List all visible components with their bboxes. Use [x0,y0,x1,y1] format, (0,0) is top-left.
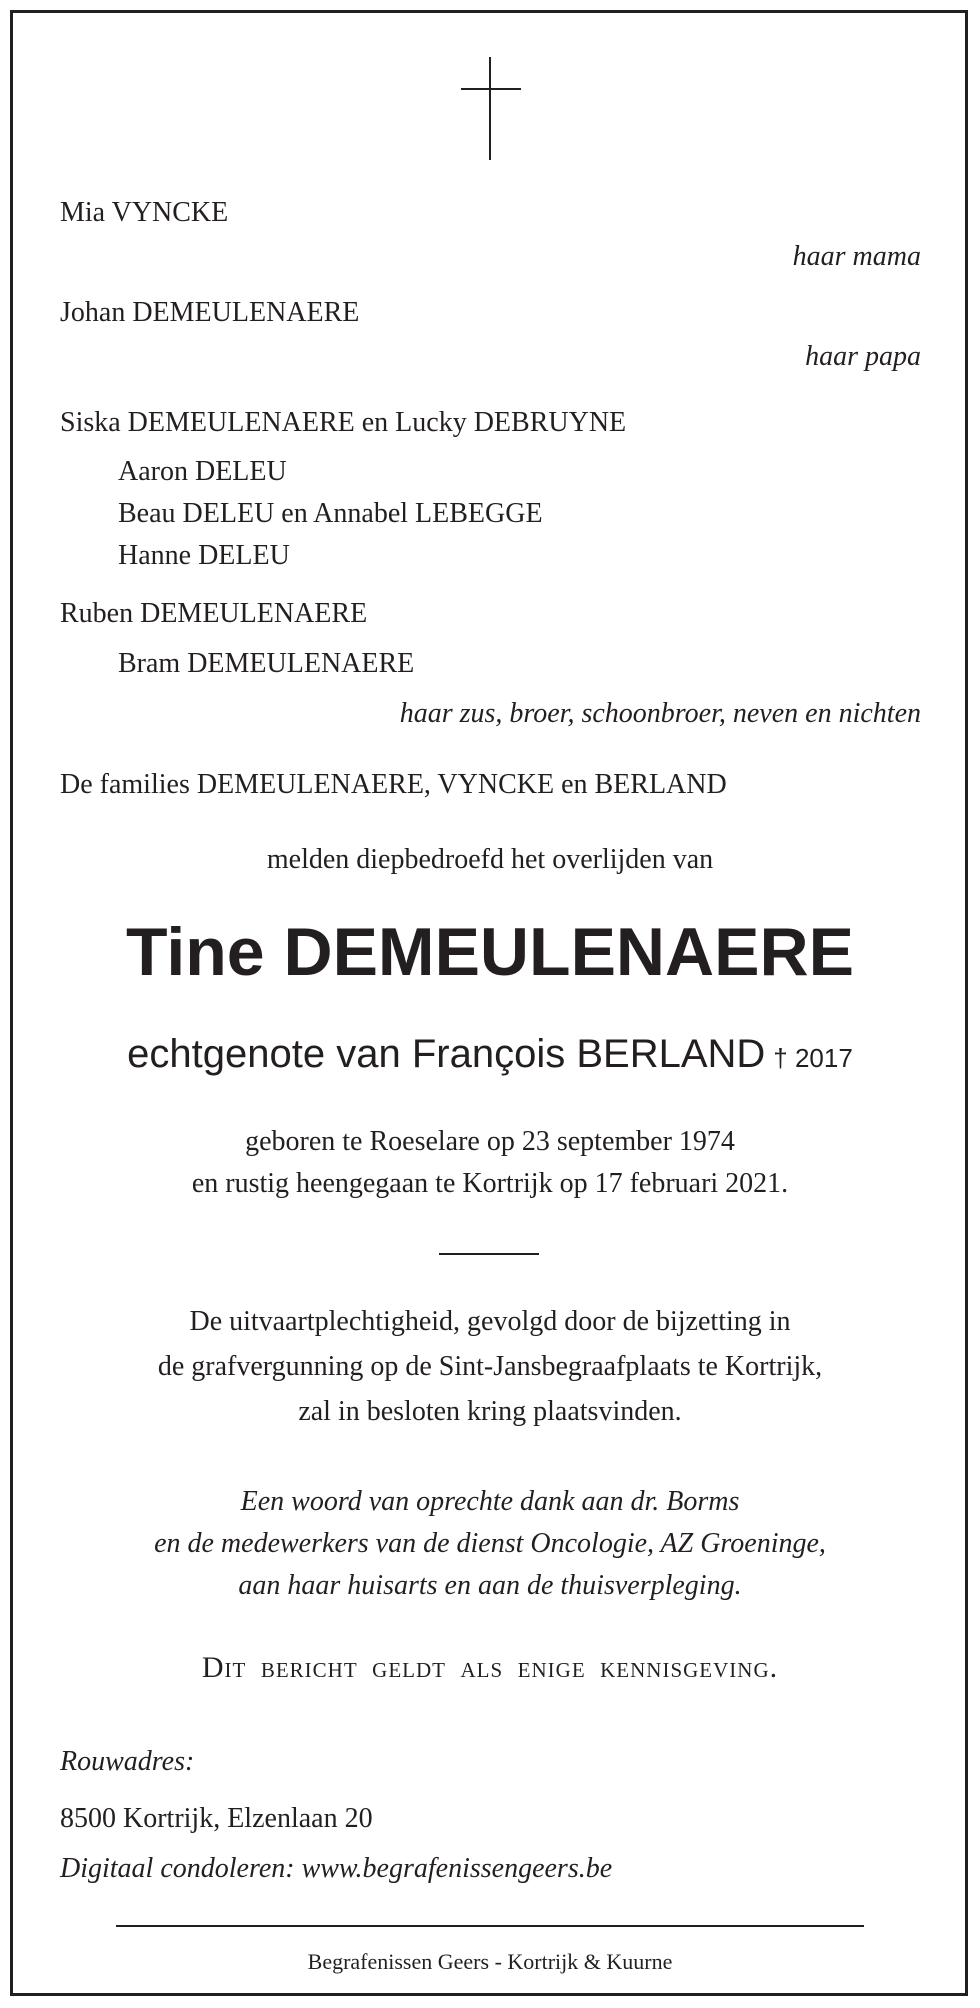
separator-rule [439,1253,539,1255]
ceremony-line: De uitvaartplechtigheid, gevolgd door de bijzetting in [189,1306,791,1337]
cross-icon [461,57,521,160]
thanks-line: en de medewerkers van de dienst Oncologie, AZ Groeninge, [154,1528,826,1559]
ceremony-line: zal in besloten kring plaatsvinden. [298,1396,682,1427]
deceased-name: Tine DEMEULENAERE [126,914,854,990]
brother-child: Bram DEMEULENAERE [118,648,415,679]
footer-rule [116,1925,864,1927]
spouse-text: echtgenote van François BERLAND [127,1032,766,1076]
siblings-relation: haar zus, broer, schoonbroer, neven en nichten [399,698,921,729]
spouse-line [0,1030,980,1082]
families-line: De families DEMEULENAERE, VYNCKE en BERLAND [60,769,727,800]
address: 8500 Kortrijk, Elzenlaan 20 [60,1803,373,1834]
spouse-dagger-year: † 2017 [773,1043,853,1073]
thanks-line: Een woord van oprechte dank aan dr. Borms [240,1486,740,1517]
brother-name: Ruben DEMEULENAERE [60,598,368,629]
condolence-line: Digitaal condoleren: www.begrafenissengeers.be [60,1853,613,1884]
mother-name: Mia VYNCKE [60,197,229,228]
sister-child: Hanne DELEU [118,540,290,571]
announcement-intro: melden diepbedroefd het overlijden van [266,844,714,875]
birth-line: geboren te Roeselare op 23 september 1974 [245,1126,735,1157]
sister-child: Beau DELEU en Annabel LEBEGGE [118,498,543,529]
thanks-line: aan haar huisarts en aan de thuisverpleging. [238,1570,742,1601]
notice-line: Dit bericht geldt als enige kennisgeving. [201,1651,779,1684]
ceremony-line: de grafvergunning op de Sint-Jansbegraafplaats te Kortrijk, [157,1351,823,1382]
mother-relation: haar mama [792,241,921,272]
father-relation: haar papa [805,341,921,372]
footer-credit: Begrafenissen Geers - Kortrijk & Kuurne [307,1949,673,1974]
sister-couple: Siska DEMEULENAERE en Lucky DEBRUYNE [60,407,627,438]
sister-child: Aaron DELEU [118,456,287,487]
death-line: en rustig heengegaan te Kortrijk op 17 februari 2021. [191,1168,789,1199]
address-label: Rouwadres: [60,1746,195,1777]
father-name: Johan DEMEULENAERE [60,297,360,328]
